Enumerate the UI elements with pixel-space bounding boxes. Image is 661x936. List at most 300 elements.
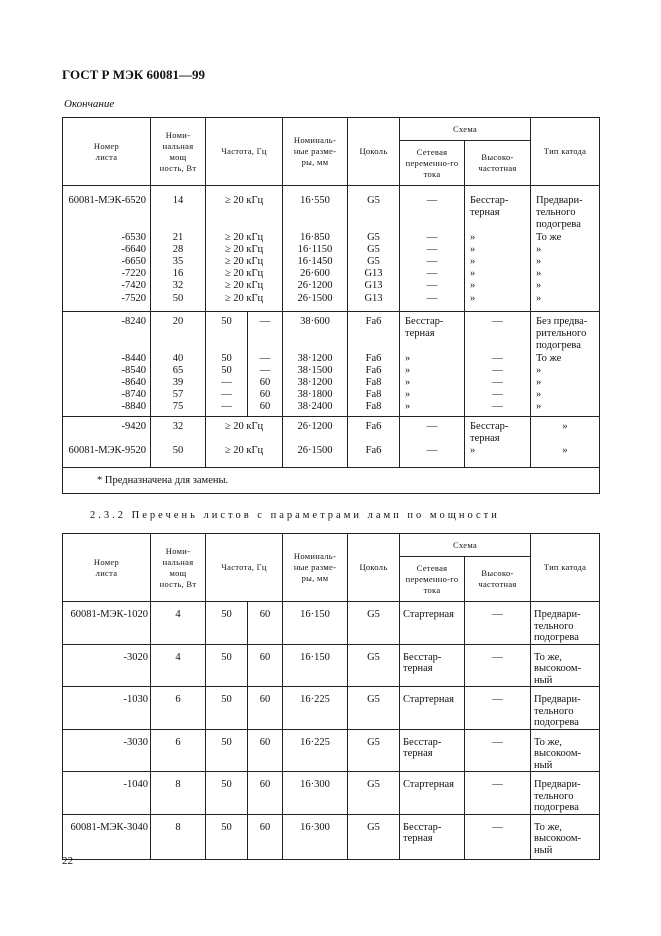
mains-column [400,195,464,305]
table-cell: — [259,316,271,327]
table-cell [153,433,203,445]
cell-line: Бесстар- [403,651,442,663]
mains-cell [400,602,465,645]
table-cell: » [536,268,542,280]
header-mains: Сетевая переменно-го тока [400,557,465,602]
table-cell: » [470,445,476,457]
table-cell: терная [470,207,500,219]
cell-line: 16·225 [300,736,330,748]
sheet-number-cell [63,602,151,645]
table-cell: 26·1500 [297,292,333,304]
cell-line: 16·300 [300,821,330,833]
table-cell: Fa6 [365,445,382,457]
table-cell: » [536,364,542,376]
cell-line: Предвари- [534,779,581,790]
page-number: 22 [62,855,73,867]
table-cell: ≥ 20 кГц [224,445,264,457]
table-cell: 60081-МЭК-6520 [68,195,146,206]
cathode-cell [531,644,600,687]
table-row [63,729,600,772]
dimensions-column [283,421,347,458]
table-cell: » [536,389,542,401]
frequency-60-cell [248,602,283,645]
cell-line: 50 [221,779,232,790]
cell-line: высокоом- [534,748,581,759]
table-cell: 60081-МЭК-9520 [68,445,146,457]
header-power: Номи-нальная мощ ность, Вт [151,118,206,186]
table-cell: 38·1500 [297,364,333,376]
header-dimensions: Номиналь-ные разме-ры, мм [283,534,348,602]
dimensions-column [283,195,347,305]
cell-line: 8 [175,821,181,833]
frequency-50-column [206,316,247,414]
table-group-2 [63,312,600,417]
cell-line: 50 [221,736,232,748]
cell-line: 16·300 [300,779,330,790]
cell-line: ный [534,759,553,771]
table-cell [208,433,280,445]
table-cell: -8240 [121,316,146,327]
header-scheme: Схема [400,534,531,557]
table-row [63,814,600,859]
frequency-column [206,195,282,305]
header-sheet-no: Номер листа [63,534,151,602]
table-cell: » [470,243,476,255]
header-power: Номи-нальная мощ ность, Вт [151,534,206,602]
table-cell: 26·600 [300,268,330,280]
table-cell [285,433,345,445]
table-cell: -7220 [121,268,146,280]
cell-line: 60 [259,651,271,663]
cell-line: тельного [534,790,574,802]
frequency-60-cell [248,644,283,687]
hf-cell [465,772,531,815]
table-cell: Fa6 [365,352,382,364]
power-cell [151,772,206,815]
table-cell [285,328,345,340]
base-cell [348,602,400,645]
hf-cell [465,687,531,730]
cathode-cell [531,772,600,815]
cell-line: 6 [175,736,181,748]
dimensions-cell [283,729,348,772]
cell-line: G5 [367,736,380,748]
table-cell: 50 [172,292,184,304]
table-cell [153,207,203,219]
frequency-column [206,421,282,458]
table-cell: 32 [172,280,184,292]
section-heading: 2.3.2 Перечень листов с параметрами ламп по мощности [90,510,500,521]
cell-line: подогрева [534,802,579,813]
table-cell: 50 [221,316,232,327]
base-cell [348,644,400,687]
table-cell: ≥ 20 кГц [224,268,264,280]
sheet-number-cell [63,687,151,730]
table-cell: 60 [259,376,271,388]
header-base: Цоколь [348,118,400,186]
table-cell: -6640 [121,243,146,255]
table-cell: » [536,280,542,292]
table-cell: — [259,364,271,376]
table-cell: 38·600 [300,316,330,327]
dimensions-cell [283,644,348,687]
table-cell: — [492,376,503,388]
sheet-number-column [63,421,148,458]
table-cell: — [259,352,271,364]
table-cell: Бесстар- [470,421,509,432]
table-group-1 [63,186,600,312]
table-cell: Предвари- [536,195,583,206]
header-mains: Сетевая переменно-го тока [400,141,465,186]
base-column [348,316,399,414]
table-cell [285,207,345,219]
table-cell [65,328,146,340]
power-cell [151,729,206,772]
cell-line: 50 [221,694,232,705]
table-cell: » [470,292,476,304]
cell-line: 6 [175,694,181,705]
cell-line: ный [534,674,553,686]
cell-line: — [492,651,503,663]
mains-cell [400,644,465,687]
mains-cell [400,814,465,859]
table-cell: » [536,292,542,304]
table-cell: — [492,389,503,401]
cell-line: — [492,736,503,748]
cell-line: терная [403,663,433,674]
table-cell [153,340,203,352]
dimensions-cell [283,814,348,859]
cell-line: — [492,609,503,620]
table-cell: » [470,268,476,280]
table-cell: 16·1450 [297,255,333,267]
cell-line: — [492,779,503,790]
cell-line: 8 [175,779,181,790]
table-cell: 26·1200 [297,421,333,432]
table-cell: 38·2400 [297,401,333,413]
cell-line: 16·150 [300,609,330,620]
table-cell [250,340,280,352]
table-cell: терная [405,328,435,340]
table-cell: — [426,243,438,255]
table-cell [285,340,345,352]
power-cell [151,602,206,645]
table-cell: 57 [172,389,184,401]
cell-line: 60081-МЭК-3040 [70,821,148,833]
base-cell [348,729,400,772]
cell-line: Бесстар- [403,736,442,748]
table-cell: ≥ 20 кГц [224,243,264,255]
table-cell: — [426,231,438,243]
table-cell: 14 [172,195,184,206]
mains-cell [400,687,465,730]
frequency-50-cell [206,687,248,730]
power-column [151,195,205,305]
table-cell: ≥ 20 кГц [224,292,264,304]
table-cell: — [426,280,438,292]
sheet-number-cell [63,772,151,815]
table-cell [402,207,462,219]
table-cell: — [426,421,438,432]
table-cell: — [426,255,438,267]
table-cell: Fa8 [365,376,382,388]
mains-column [400,421,464,458]
dimensions-cell [283,687,348,730]
table-cell: 26·1500 [297,445,333,457]
header-cathode: Тип катода [531,534,600,602]
cathode-column [534,195,599,305]
frequency-50-cell [206,772,248,815]
frequency-60-column [248,316,282,414]
table-cell: рительного [536,328,587,340]
cathode-cell [531,687,600,730]
table-cell: -8640 [121,376,146,388]
lamp-table-continued [62,117,600,494]
frequency-50-cell [206,644,248,687]
sheet-number-column [63,316,148,414]
table-row [63,772,600,815]
table-cell: 28 [172,243,184,255]
table-cell: Без предва- [536,316,588,327]
cathode-column [534,316,599,414]
table-cell [350,207,397,219]
sheet-number-cell [63,644,151,687]
cell-line: подогрева [534,717,579,728]
cell-line: G5 [367,651,380,663]
footnote: * Предназначена для замены. [63,468,600,494]
table-cell: Бесстар- [470,195,509,206]
table-cell: 39 [172,376,184,388]
lamp-power-table [62,533,600,860]
table-cell [65,340,146,352]
table-cell: G5 [367,255,380,267]
cell-line: G5 [367,694,380,705]
base-cell [348,772,400,815]
cell-line: высокоом- [534,833,581,844]
table-cell: » [470,280,476,292]
table-cell: G5 [367,243,380,255]
cathode-cell [531,814,600,859]
table-cell: -7420 [121,280,146,292]
document-title: ГОСТ Р МЭК 60081—99 [62,67,205,82]
table-cell: — [221,376,232,388]
cell-line: Стартерная [403,779,454,790]
table-cell: 20 [172,316,184,327]
dimensions-column [283,316,347,414]
table-cell: » [405,376,411,388]
hf-cell [465,814,531,859]
table-cell: 16·550 [300,195,330,206]
table-cell [533,433,597,445]
frequency-60-cell [248,687,283,730]
cell-line: -1040 [123,779,148,790]
cell-line: 50 [221,821,232,833]
table-cell: G13 [364,292,383,304]
cell-line: 16·225 [300,694,330,705]
cell-line: G5 [367,779,380,790]
base-cell [348,814,400,859]
table-group-3 [63,417,600,468]
cell-line: То же, [534,821,562,833]
dimensions-cell [283,602,348,645]
table-cell: 26·1200 [297,280,333,292]
header-scheme: Схема [400,118,531,141]
cell-line: — [492,821,503,833]
cathode-cell [531,729,600,772]
table-row [63,644,600,687]
cell-line: высокоом- [534,663,581,674]
cell-line: Бесстар- [403,821,442,833]
power-cell [151,687,206,730]
base-column [348,195,399,305]
table-cell: Fa6 [365,421,382,432]
cathode-column [531,421,599,458]
cell-line: -3020 [123,651,148,663]
table-cell: 35 [172,255,184,267]
table-cell [65,433,146,445]
table-cell: — [492,316,503,327]
table-cell [153,219,203,231]
table-cell: подогрева [536,340,581,352]
cell-line: 60 [259,779,271,790]
table-cell: ≥ 20 кГц [224,231,264,243]
cell-line: -3030 [123,736,148,748]
table-cell [470,219,528,231]
table-cell: 60 [259,389,271,401]
cell-line: Стартерная [403,694,454,705]
header-frequency: Частота, Гц [206,534,283,602]
table-cell [208,328,245,340]
table-cell: G13 [364,268,383,280]
cell-line: 60081-МЭК-1020 [70,609,148,620]
table-cell: » [536,255,542,267]
cell-line: тельного [534,620,574,632]
header-hf: Высоко-частотная [465,557,531,602]
table-row [63,602,600,645]
table-cell: -6650 [121,255,146,267]
table-cell: 50 [221,364,232,376]
table-cell: тельного [536,207,576,219]
table-cell: G5 [367,231,380,243]
table-cell: 50 [221,352,232,364]
table-cell [208,340,245,352]
table-cell [350,340,397,352]
table-cell: 21 [172,231,184,243]
table-cell: — [492,364,503,376]
table-cell: » [405,389,411,401]
cell-line: Стартерная [403,609,454,620]
table-cell: 32 [172,421,184,432]
cell-line: То же, [534,651,562,663]
mains-cell [400,729,465,772]
table-cell: » [536,376,542,388]
header-frequency: Частота, Гц [206,118,283,186]
hf-column [465,316,530,414]
frequency-60-cell [248,772,283,815]
frequency-60-cell [248,729,283,772]
table-cell: 38·1200 [297,352,333,364]
hf-column [468,195,530,305]
cell-line: 60 [259,694,271,705]
table-cell [65,207,146,219]
table-cell: ≥ 20 кГц [224,280,264,292]
table-cell: -6530 [121,231,146,243]
table-cell: 16·1150 [297,243,333,255]
cell-line: 60 [259,609,271,620]
cell-line: — [492,694,503,705]
power-cell [151,814,206,859]
table-cell: » [405,401,411,413]
cell-line: Предвари- [534,694,581,705]
table-cell [405,340,462,352]
table-cell [350,433,397,445]
sheet-number-cell [63,729,151,772]
table-cell: — [221,389,232,401]
header-hf: Высоко-частотная [465,141,531,186]
cell-line: 16·150 [300,651,330,663]
table-cell: — [426,195,438,206]
table-cell: ≥ 20 кГц [224,421,264,432]
header-base: Цоколь [348,534,400,602]
table-cell: То же [536,352,562,364]
table-cell [350,219,397,231]
table-cell: — [426,292,438,304]
hf-cell [465,729,531,772]
hf-cell [465,602,531,645]
table-cell: ≥ 20 кГц [224,255,264,267]
table-cell: — [426,268,438,280]
cell-line: G5 [367,609,380,620]
table-cell: терная [470,433,500,445]
table-caption: Окончание [64,98,115,110]
table-cell: Fa8 [365,389,382,401]
cell-line: 50 [221,609,232,620]
cell-line: терная [403,748,433,759]
table-cell: » [562,421,568,432]
table-cell: — [221,401,232,413]
table-cell: » [536,243,542,255]
cathode-cell [531,602,600,645]
table-cell [153,328,203,340]
header-dimensions: Номиналь-ные разме-ры, мм [283,118,348,186]
table-cell: Fa8 [365,401,382,413]
table-cell: То же [536,231,562,243]
table-cell [402,219,462,231]
table-cell [402,433,462,445]
cell-line: То же, [534,736,562,748]
table-cell: 65 [172,364,184,376]
table-cell: » [470,231,476,243]
table-cell: -8840 [121,401,146,413]
table-cell: -9420 [121,421,146,432]
frequency-60-cell [248,814,283,859]
table-cell: 38·1200 [297,376,333,388]
table-cell: -8540 [121,364,146,376]
base-cell [348,687,400,730]
table-cell: » [562,445,568,457]
cell-line: 60 [259,821,271,833]
cell-line: G5 [367,821,380,833]
power-column [151,316,205,414]
power-column [151,421,205,458]
table-cell: » [470,255,476,267]
table-cell: ≥ 20 кГц [224,195,264,206]
power-cell [151,644,206,687]
frequency-50-cell [206,814,248,859]
sheet-number-cell [63,814,151,859]
cell-line: 60 [259,736,271,748]
table-cell: — [492,401,503,413]
